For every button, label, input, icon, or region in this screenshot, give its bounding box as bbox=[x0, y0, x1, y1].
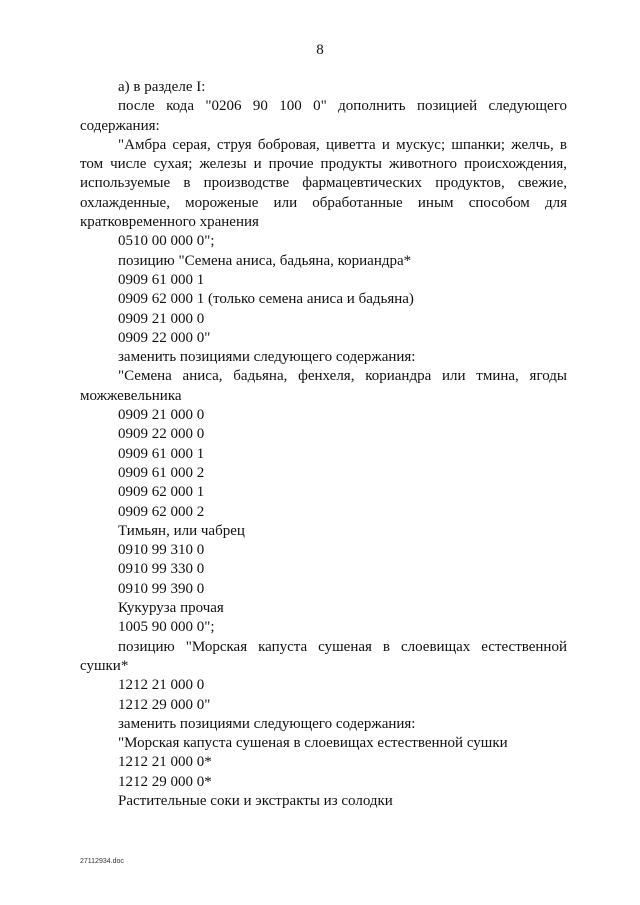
paragraph: заменить позициями следующего содержания: bbox=[118, 715, 416, 732]
paragraph: "Амбра серая, струя бобровая, циветта и мускус; шпанки; желчь, в том числе сухая; железы и прочие продукты животного происхождения, используемые в производстве фармацевтических продуктов, свежие, охлажденные, мороженые или обработанные иным способом для кратковременного хранения bbox=[80, 136, 567, 231]
paragraph: Растительные соки и экстракты из солодки bbox=[118, 792, 393, 809]
paragraph: "Семена аниса, бадьяна, фенхеля, кориандра или тмина, ягоды можжевельника bbox=[80, 368, 567, 404]
paragraph: а) в разделе I: bbox=[118, 79, 206, 95]
paragraph: позицию "Семена аниса, бадьяна, кориандра* bbox=[118, 252, 412, 269]
code-line: 1212 29 000 0" bbox=[118, 696, 211, 713]
paragraph: 0510 00 000 0"; bbox=[118, 233, 215, 250]
code-line: 1212 29 000 0* bbox=[118, 773, 212, 790]
code-line: 0909 22 000 0" bbox=[118, 329, 211, 346]
code-line: 0909 62 000 1 (только семена аниса и бадьяна) bbox=[118, 291, 414, 308]
paragraph: "Морская капуста сушеная в слоевищах естественной сушки bbox=[118, 735, 508, 752]
code-line: 0910 99 310 0 bbox=[118, 542, 205, 559]
code-line: 0909 21 000 0 bbox=[118, 310, 205, 327]
paragraph: позицию "Морская капуста сушеная в слоевищах естественной сушки* bbox=[80, 638, 567, 674]
code-line: 0910 99 330 0 bbox=[118, 561, 205, 578]
code-line: 0909 62 000 2 bbox=[118, 503, 205, 520]
code-line: 0909 21 000 0 bbox=[118, 407, 205, 424]
document-body bbox=[80, 78, 567, 811]
code-line: 0909 61 000 2 bbox=[118, 464, 205, 481]
code-line: 0909 22 000 0 bbox=[118, 426, 205, 443]
code-line: 1212 21 000 0 bbox=[118, 677, 205, 694]
code-line: 1212 21 000 0* bbox=[118, 754, 212, 771]
code-line: 0909 61 000 1 bbox=[118, 271, 205, 288]
paragraph: Тимьян, или чабрец bbox=[118, 522, 245, 539]
file-name-footer: 27112934.doc bbox=[80, 858, 124, 865]
paragraph: заменить позициями следующего содержания: bbox=[118, 349, 416, 366]
code-line: 0909 61 000 1 bbox=[118, 445, 205, 462]
code-line: 1005 90 000 0"; bbox=[118, 619, 215, 636]
page-number: 8 bbox=[316, 42, 324, 58]
code-line: 0909 62 000 1 bbox=[118, 484, 205, 501]
code-line: 0910 99 390 0 bbox=[118, 580, 205, 597]
paragraph: Кукуруза прочая bbox=[118, 600, 224, 617]
paragraph: после кода "0206 90 100 0" дополнить позицией следующего содержания: bbox=[80, 98, 567, 134]
